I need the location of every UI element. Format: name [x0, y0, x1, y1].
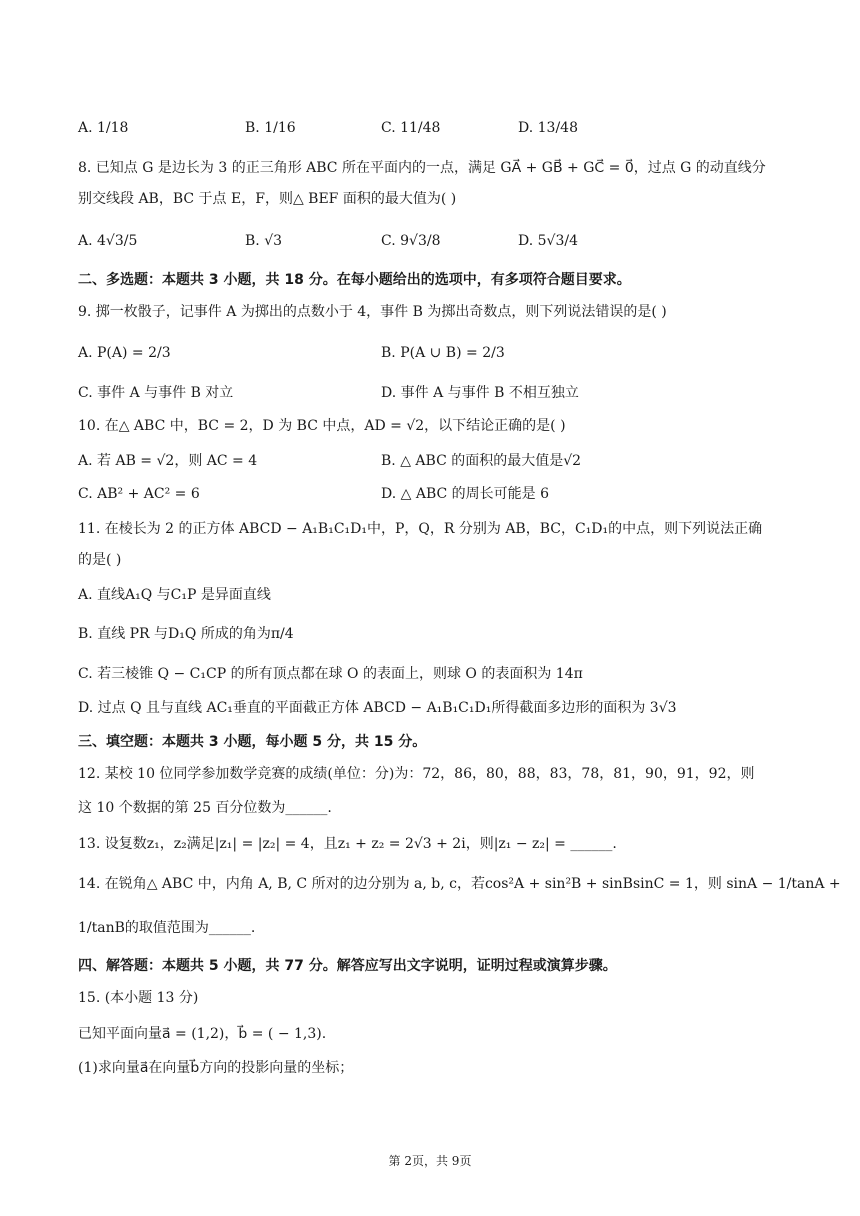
q8-stem-line2: 别交线段 AB，BC 于点 E，F，则△ BEF 面积的最大值为( )	[78, 191, 457, 207]
q11-option-b: B. 直线 PR 与D₁Q 所成的角为π/4	[78, 626, 294, 642]
q10-stem: 10. 在△ ABC 中，BC = 2，D 为 BC 中点，AD = √2，以下结论正确的是( )	[78, 418, 566, 434]
page-footer: 第 2页，共 9页	[388, 1154, 472, 1168]
q10-option-b: B. △ ABC 的面积的最大值是√2	[381, 453, 582, 469]
q14-stem-line2: 1/tanB的取值范围为______.	[78, 920, 256, 936]
q10-option-d: D. △ ABC 的周长可能是 6	[381, 486, 550, 502]
section-2-heading: 二、多选题：本题共 3 小题，共 18 分。在每小题给出的选项中，有多项符合题目要求。	[78, 272, 631, 288]
q9-option-c: C. 事件 A 与事件 B 对立	[78, 385, 234, 401]
q9-stem: 9. 掷一枚骰子，记事件 A 为掷出的点数小于 4，事件 B 为掷出奇数点，则下列说法错误的是( )	[78, 304, 667, 320]
q14-stem-line1: 14. 在锐角△ ABC 中，内角 A, B, C 所对的边分别为 a, b, c，若cos²A + sin²B + sinBsinC = 1，则 sinA − 1/tanA +	[78, 876, 841, 892]
q13-stem: 13. 设复数z₁，z₂满足|z₁| = |z₂| = 4，且z₁ + z₂ = 2√3 + 2i，则|z₁ − z₂| = ______.	[78, 836, 617, 852]
q7-option-a: A. 1/18	[78, 120, 129, 136]
q8-option-b: B. √3	[245, 233, 283, 249]
q7-option-d: D. 13/48	[518, 120, 578, 136]
section-4-heading: 四、解答题：本题共 5 小题，共 77 分。解答应写出文字说明，证明过程或演算步骤。	[78, 958, 617, 974]
q12-stem-line1: 12. 某校 10 位同学参加数学竞赛的成绩(单位：分)为：72，86，80，88，83，78，81，90，91，92，则	[78, 766, 755, 782]
q11-stem-line2: 的是( )	[78, 552, 122, 568]
q10-option-a: A. 若 AB = √2，则 AC = 4	[78, 453, 258, 469]
q8-option-a: A. 4√3/5	[78, 233, 138, 249]
q11-option-d: D. 过点 Q 且与直线 AC₁垂直的平面截正方体 ABCD − A₁B₁C₁D₁所得截面多边形的面积为 3√3	[78, 700, 677, 716]
q15-part1: (1)求向量a⃗在向量b⃗方向的投影向量的坐标；	[78, 1060, 354, 1076]
q9-option-d: D. 事件 A 与事件 B 不相互独立	[381, 385, 579, 401]
q8-option-c: C. 9√3/8	[381, 233, 441, 249]
q8-option-d: D. 5√3/4	[518, 233, 578, 249]
q11-option-a: A. 直线A₁Q 与C₁P 是异面直线	[78, 587, 271, 603]
q15-heading: 15. (本小题 13 分)	[78, 990, 199, 1006]
q9-option-b: B. P(A ∪ B) = 2/3	[381, 345, 505, 361]
q7-option-b: B. 1/16	[245, 120, 296, 136]
q11-stem-line1: 11. 在棱长为 2 的正方体 ABCD − A₁B₁C₁D₁中，P，Q，R 分别为 AB，BC，C₁D₁的中点，则下列说法正确	[78, 521, 763, 537]
q9-option-a: A. P(A) = 2/3	[78, 345, 171, 361]
q7-option-c: C. 11/48	[381, 120, 441, 136]
q15-given: 已知平面向量a⃗ = (1,2)，b⃗ = ( − 1,3).	[78, 1026, 327, 1042]
q8-stem-line1: 8. 已知点 G 是边长为 3 的正三角形 ABC 所在平面内的一点，满足 GA⃗ + GB⃗ + GC⃗ = 0⃗，过点 G 的动直线分	[78, 160, 766, 176]
q11-option-c: C. 若三棱锥 Q − C₁CP 的所有顶点都在球 O 的表面上，则球 O 的表面积为 14π	[78, 666, 583, 682]
q12-stem-line2: 这 10 个数据的第 25 百分位数为______.	[78, 800, 332, 816]
q10-option-c: C. AB² + AC² = 6	[78, 486, 200, 502]
section-3-heading: 三、填空题：本题共 3 小题，每小题 5 分，共 15 分。	[78, 734, 427, 750]
